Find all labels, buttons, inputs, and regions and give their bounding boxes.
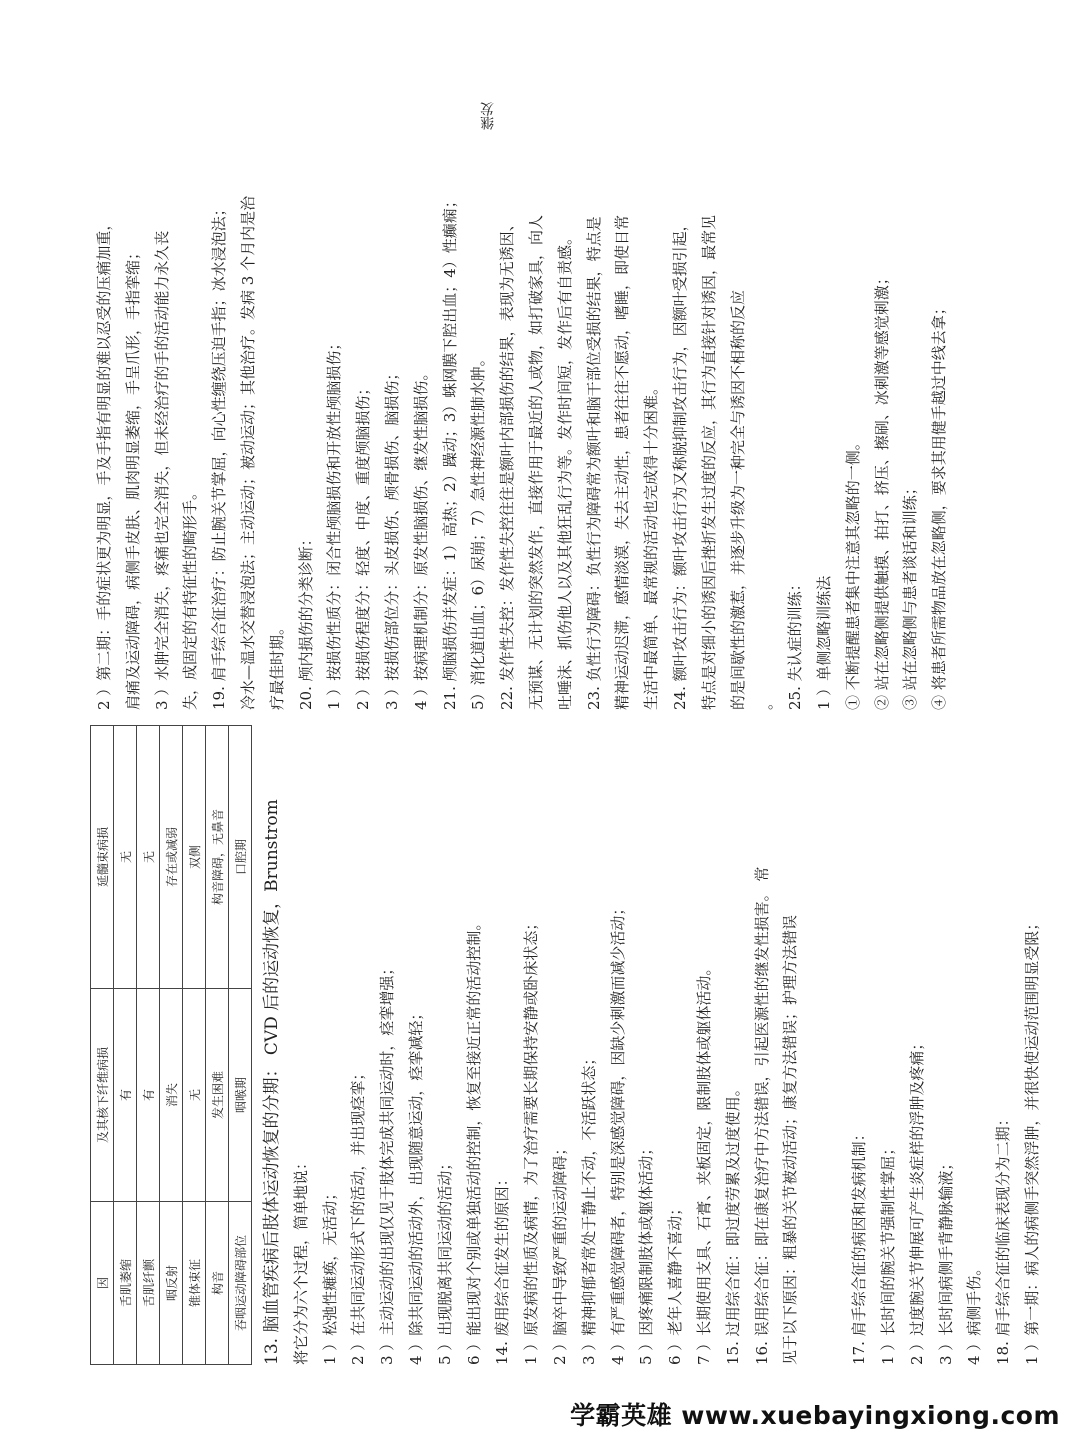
table-cell: 咽喉期: [229, 989, 252, 1202]
table-row: [206, 726, 229, 1365]
text-line: 1 ）第一期：病人的病侧手突然浮肿，并很快使运动范围明显受限；: [1022, 915, 1041, 1365]
text-line: 5）消化道出血；6）尿崩；7）急性神经源性肺水肿。: [469, 351, 488, 710]
text-line: 3 ）按损伤部位分：头皮损伤、颅骨损伤、脑损伤；: [382, 365, 401, 710]
text-line: 疗最佳时期。: [267, 619, 286, 710]
text-line: 7 ）长期使用支具、石膏、夹板固定，限制肢体或躯体活动。: [694, 960, 713, 1365]
text-line: 。: [757, 694, 776, 710]
text-line: 1 ）单侧忽略训练法: [814, 575, 833, 710]
table-cell: 无: [137, 726, 160, 989]
table-cell: 构音障碍，无鼻音: [206, 726, 229, 989]
rotated-content: [90, 65, 1041, 1365]
table-cell: 延髓束病损: [91, 726, 114, 989]
comparison-table: [90, 725, 252, 1365]
text-line: 23. 负性行为障碍：负性行为障碍常为额叶和脑干部位受损的结果，特点是: [584, 216, 603, 710]
text-line: 24. 额叶攻击行为：额叶攻击行为又称脱抑制攻击行为，因额叶受损引起，: [670, 216, 689, 710]
text-line: 1 ）按损伤性质分：闭合性颅脑损伤和开放性颅脑损伤；: [325, 335, 344, 710]
text-line: 17. 肩手综合征的病因和发病机制：: [850, 1126, 869, 1365]
table-cell: 因: [91, 1202, 114, 1365]
text-line: 5 ）因疼痛限制肢体或躯体活动；: [637, 1140, 656, 1365]
text-line: 18. 肩手综合征的临床表现分为二期：: [994, 1111, 1013, 1365]
table-cell: 消失: [160, 989, 183, 1202]
text-line: 将它分为六个过程，简单地说：: [291, 1154, 310, 1365]
margin-note: 继发: [480, 102, 496, 130]
text-line: 4 ）按病理机制分：原发性脑损伤、继发性脑损伤。: [411, 365, 430, 710]
text-line: ③ 站在忽略侧与患者谈话和训练；: [901, 480, 920, 710]
table-cell: 吞咽运动障碍部位: [229, 1202, 252, 1365]
table-cell: 无: [114, 726, 137, 989]
text-line: 3 ）长时间病侧手背静脉输液；: [936, 1155, 955, 1365]
text-line: 4 ）除共同运动的活动外，出现随意运动，痉挛减轻；: [406, 1005, 425, 1365]
left-text-lines: [258, 715, 1047, 1365]
table-cell: 舌肌萎缩: [114, 1202, 137, 1365]
table-row: [91, 726, 114, 1365]
table-row: [160, 726, 183, 1365]
text-line: 22. 发作性失控：发作性失控往往是额叶内部损伤的结果，表现为无诱因、: [498, 216, 517, 710]
brand-watermark: 学霸英雄 www.xuebayingxiong.com: [570, 1401, 1060, 1430]
text-line: 精神运动迟滞，感情淡漠，失去主动性，患者往往不愿动，嗜睡，即使日常: [613, 214, 632, 710]
text-line: 20. 颅内损伤的分类诊断：: [296, 531, 315, 710]
text-line: 2 ）按损伤程度分：轻度、中度、重度颅脑损伤；: [354, 380, 373, 710]
table-cell: 存在或减弱: [160, 726, 183, 989]
text-line: 1 ）松弛性瘫痪，无活动；: [320, 1185, 339, 1365]
text-line: 3 ）水肿完全消失，疼痛也完全消失，但未经治疗的手的活动能力永久丧: [152, 230, 171, 710]
right-text-lines: [90, 70, 954, 710]
text-line: 失，成固定的有特征性的畸形手。: [181, 484, 200, 710]
text-line: 13. 脑血管疾病后肢体运动恢复的分期： CVD 后的运动恢复，Brunstrom: [262, 799, 282, 1365]
table-cell: 及其核下纤维病损: [91, 989, 114, 1202]
text-line: 6 ）老年人喜静不喜动；: [666, 1200, 685, 1365]
table-row: [229, 726, 252, 1365]
text-line: 2 ）在共同运动形式下的活动，并出现痉挛；: [349, 1065, 368, 1365]
table-cell: 舌肌纤颤: [137, 1202, 160, 1365]
table-cell: 发生困难: [206, 989, 229, 1202]
table-row: [114, 726, 137, 1365]
left-column: [90, 715, 1041, 1365]
text-line: 15. 过用综合征：即过度劳累及过度使用。: [723, 1081, 742, 1365]
table-cell: 无: [183, 989, 206, 1202]
text-line: 21. 颅脑损伤并发症：1）高热；2）躁动；3）蛛网膜下腔出血；4）性癫痫；: [440, 193, 459, 710]
table-cell: 咽反射: [160, 1202, 183, 1365]
text-line: 6 ）能出现对个别或单独活动的控制，恢复至接近正常的活动控制。: [464, 915, 483, 1365]
text-line: 的是间歇性的激惹，并逐步升级为一种完全与诱因不相称的反应: [728, 289, 747, 710]
table-cell: 构音: [206, 1202, 229, 1365]
table-cell: 有: [114, 989, 137, 1202]
table-row: [137, 726, 160, 1365]
text-line: 吐唾沫、抓伤他人以及其他狂乱行为等。发作时间短，发作后有自责感。: [555, 229, 574, 710]
table-cell: 口腔期: [229, 726, 252, 989]
text-line: 特点是对细小的诱因后挫折发生过度的反应，其行为直接针对诱因，最常见: [699, 214, 718, 710]
text-line: 生活中最简单、最常规的活动也完成得十分困难。: [642, 379, 661, 710]
text-line: 1 ）长时间的腕关节强制性掌屈；: [878, 1140, 897, 1365]
text-line: ② 站在忽略侧提供触摸、拍打、挤压、擦刷、冰刺激等感觉刺激；: [872, 270, 891, 710]
text-line: 见于以下原因：粗暴的关节被动活动；康复方法错误；护理方法错误: [781, 914, 800, 1365]
text-line: ④ 将患者所需物品放在忽略侧，要求其用健手越过中线去拿；: [930, 300, 949, 710]
table-cell: 锥体束征: [183, 1202, 206, 1365]
text-line: 1 ）原发病的性质及病情，为了治疗需要长期保持安静或卧床状态；: [522, 915, 541, 1365]
text-line: 4 ）有严重感觉障碍者，特别是深感觉障碍，因缺少刺激而减少活动；: [608, 900, 627, 1365]
text-line: 3 ）精神抑郁者常处于静止不动，不活跃状态；: [579, 1050, 598, 1365]
text-line: 3 ）主动运动的出现仅见于肢体完成共同运动时，痉挛增强；: [378, 960, 397, 1365]
text-line: 19. 肩手综合征治疗：防止腕关节掌屈，向心性缠绕压迫手指；冰水浸泡法；: [210, 201, 229, 710]
text-line: 14. 废用综合征发生的原因：: [493, 1171, 512, 1365]
text-line: 肩痛及运动障碍，病侧手皮肤、肌肉明显萎缩，手呈爪形，手指挛缩；: [123, 244, 142, 710]
text-line: 2 ）过度腕关节伸展可产生炎症样的浮肿及疼痛；: [907, 1035, 926, 1365]
text-line: [805, 715, 845, 1365]
text-line: 16. 误用综合征：即在康复治疗中方法错误，引起医源性的继发性损害。 常: [752, 866, 771, 1365]
text-line: 25. 失认症的训练：: [786, 576, 805, 710]
table-cell: 双侧: [183, 726, 206, 989]
text-line: 2 ）脑卒中导致严重的运动障碍；: [550, 1140, 569, 1365]
right-column: [90, 70, 1010, 710]
text-line: 冷水—温水交替浸泡法；主动运动；被动运动；其他治疗。发病 3 个月内是治: [238, 195, 257, 710]
text-line: ① 不断提醒患者集中注意其忽略的一侧。: [843, 435, 862, 710]
table-row: [183, 726, 206, 1365]
text-line: 无预谋、无计划的突然发作，直接作用于最近的人或物，如打破家具，向人: [526, 214, 545, 710]
table-cell: 有: [137, 989, 160, 1202]
text-line: 5 ）出现脱离共同运动的活动；: [435, 1155, 454, 1365]
text-line: 2 ）第二期：手的症状更为明显，手及手指有明显的难以忍受的压痛加重，: [95, 215, 113, 710]
text-line: 4 ）病侧手伤。: [965, 1260, 984, 1365]
